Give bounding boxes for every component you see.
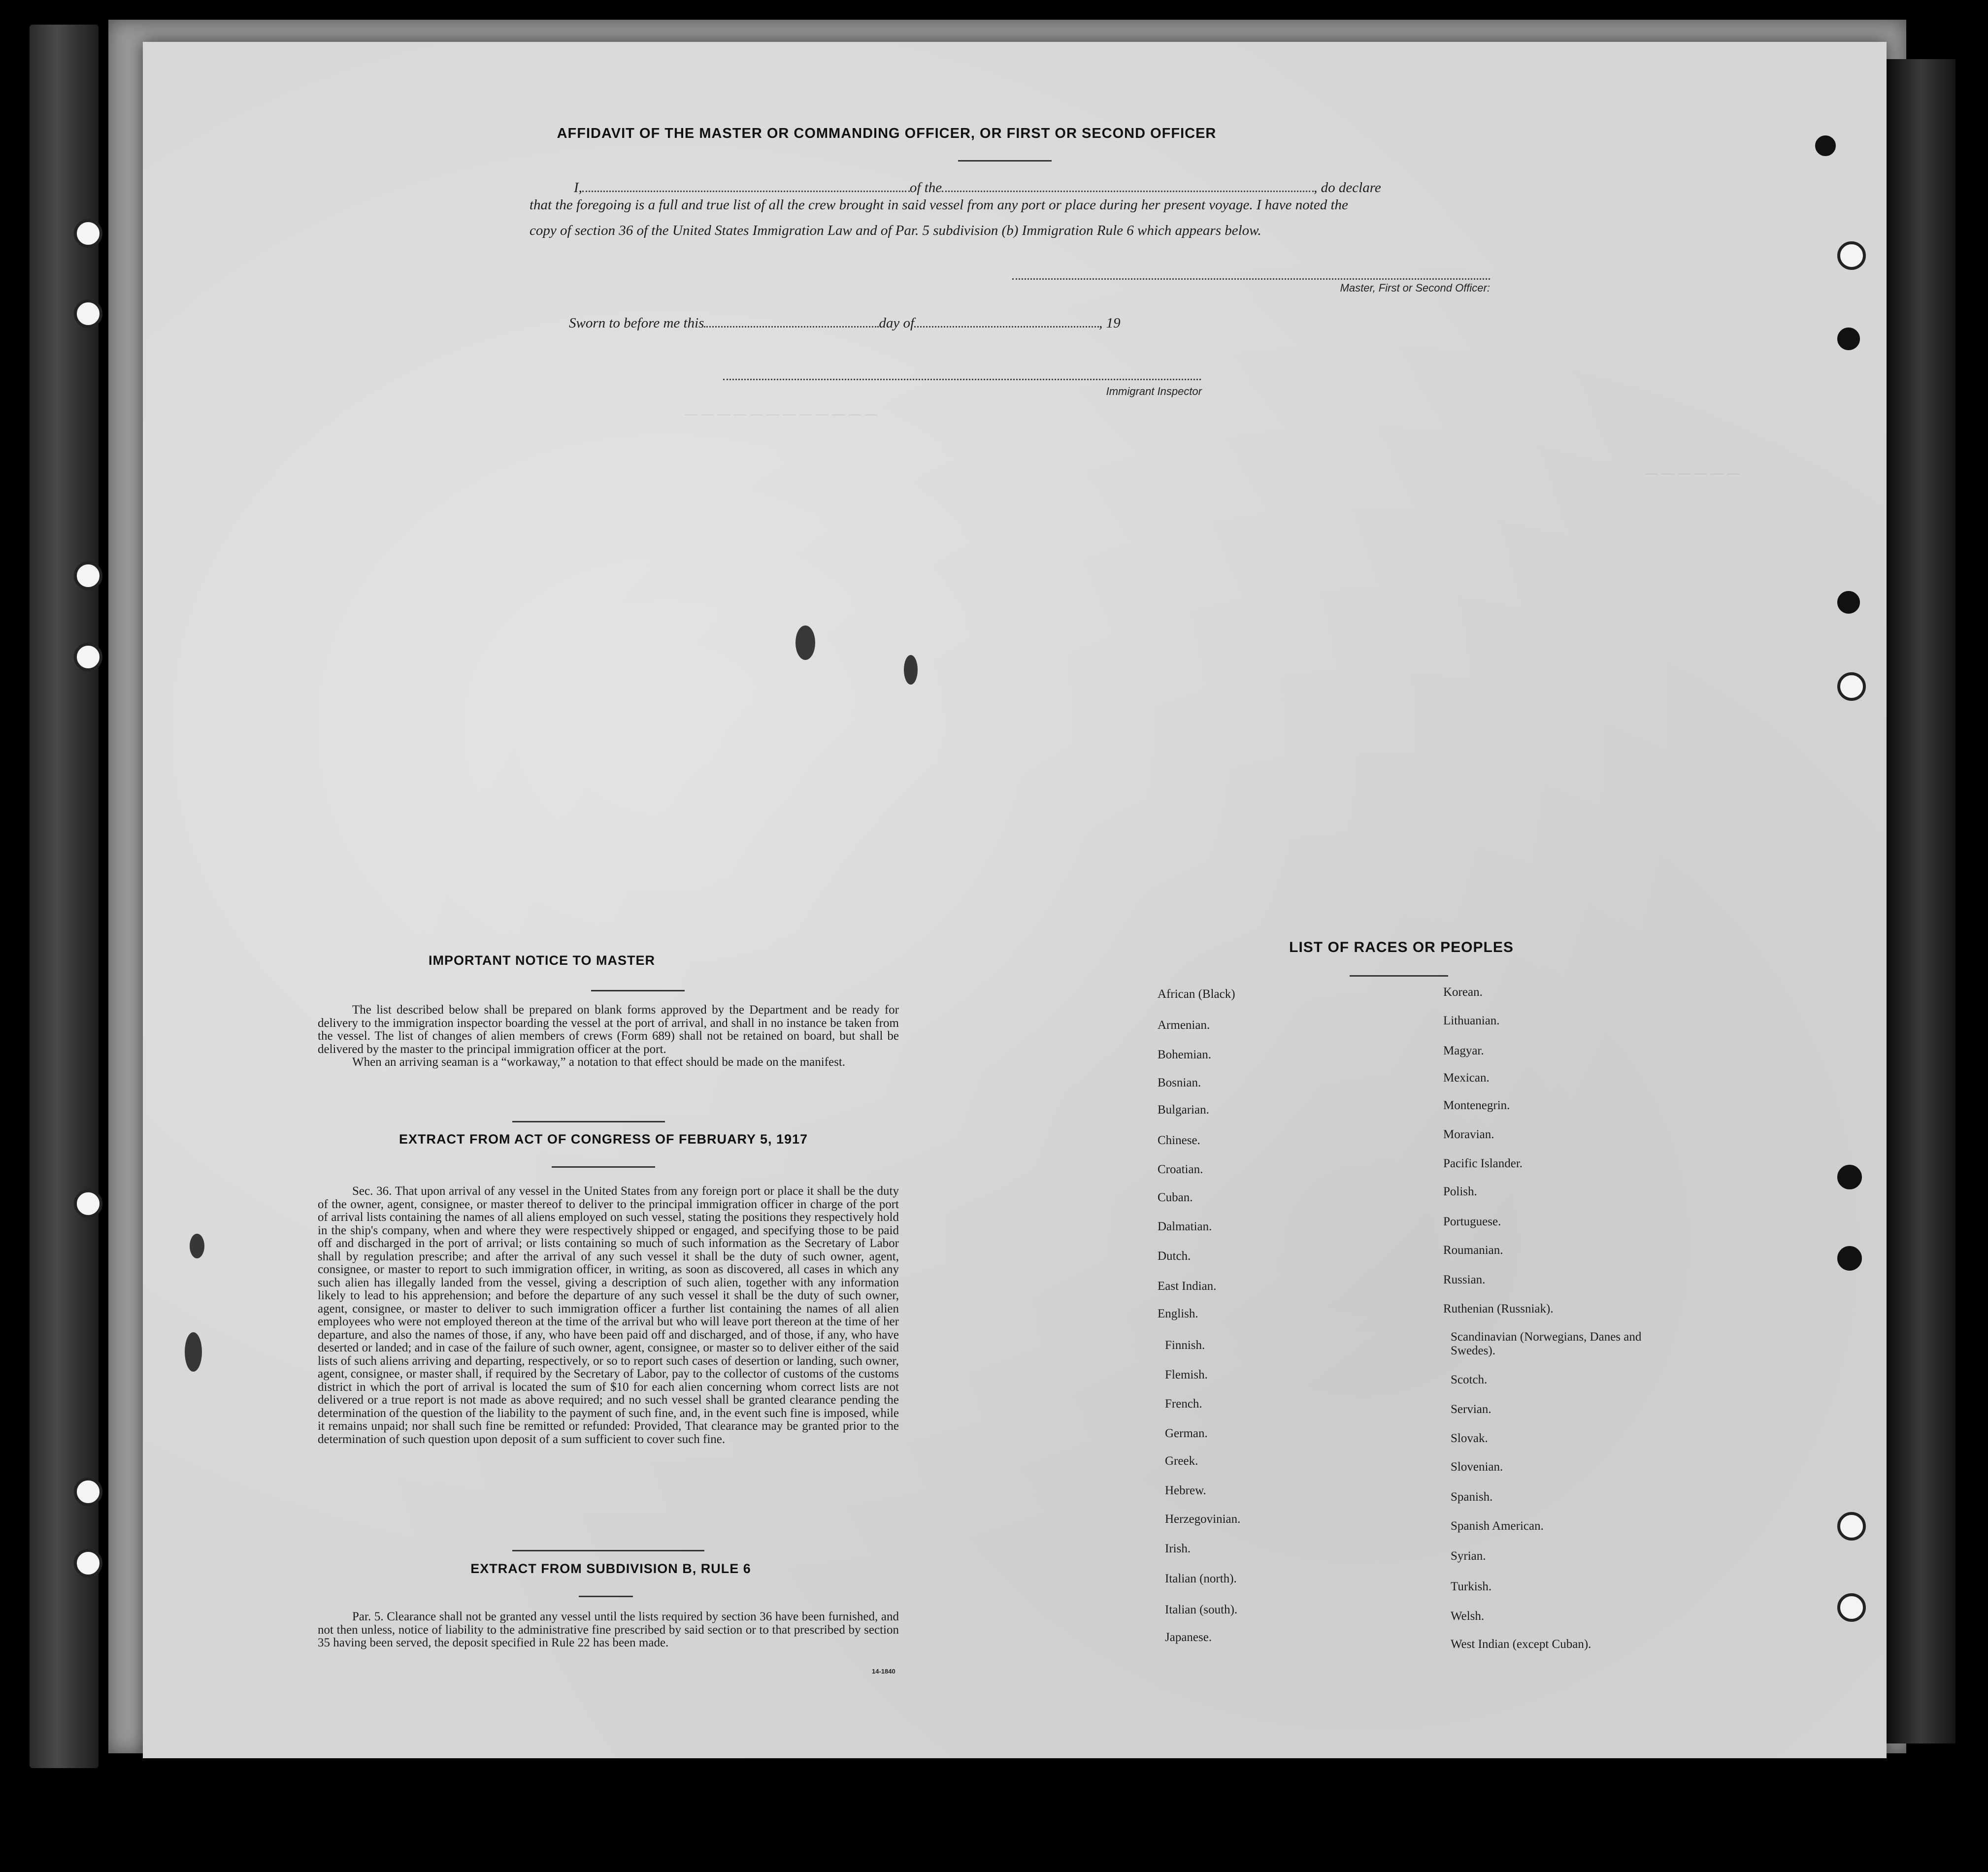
punch-hole: [1837, 1593, 1866, 1622]
rule-par-5: Par. 5. Clearance shall not be granted any vessel until the lists required by section 36 have been furnished, and not then unless, notice of liability to the administrative fine prescribed by said section or to that prescribed by section 35 having been served, the deposit specified in Rule 22 has been made.: [318, 1610, 899, 1649]
document-page: [143, 42, 1887, 1758]
notice-body: [318, 1004, 899, 1069]
binder-hole: [74, 299, 102, 328]
race-item: Korean.: [1443, 985, 1483, 999]
race-item: Chinese.: [1158, 1134, 1200, 1147]
punch-hole: [1837, 328, 1860, 350]
title-rule: [958, 160, 1052, 162]
race-item: French.: [1165, 1397, 1202, 1411]
race-item: Roumanian.: [1443, 1244, 1503, 1257]
race-item: Bulgarian.: [1158, 1103, 1209, 1117]
race-item: Scotch.: [1451, 1373, 1488, 1386]
bleed-through: — — — — — — — — — — — —: [685, 406, 878, 421]
sworn-day-field[interactable]: [704, 314, 879, 328]
race-item: Russian.: [1443, 1273, 1486, 1286]
affidavit-title: AFFIDAVIT OF THE MASTER OR COMMANDING OFFICER, OR FIRST OR SECOND OFFICER: [557, 126, 1217, 141]
race-item: East Indian.: [1158, 1280, 1217, 1293]
act-body: [318, 1185, 899, 1446]
race-item: English.: [1158, 1307, 1198, 1320]
act-top-rule: [512, 1121, 665, 1122]
race-item: Slovak.: [1451, 1432, 1488, 1445]
races-rule: [1350, 975, 1448, 977]
affidavit-line-3: copy of section 36 of the United States Immigration Law and of Par. 5 subdivision (b) Immigration Rule 6 which appears below.: [530, 223, 1261, 238]
ink-smudge: [190, 1234, 204, 1258]
race-item: Lithuanian.: [1443, 1014, 1500, 1027]
do-declare-text: , do declare: [1314, 180, 1381, 196]
punch-hole: [1837, 672, 1866, 701]
declarant-name-field[interactable]: [582, 179, 910, 192]
sworn-line: [569, 314, 1121, 331]
act-rule: [552, 1166, 655, 1168]
race-item: Slovenian.: [1451, 1460, 1503, 1474]
affidavit-line-2: that the foregoing is a full and true list of all the crew brought in said vessel from any port or place during her present voyage. I have noted the: [530, 197, 1348, 213]
ink-smudge: [904, 655, 918, 685]
binder-hole: [74, 1189, 102, 1218]
punch-hole: [1837, 241, 1866, 270]
race-item: Irish.: [1165, 1542, 1191, 1555]
binder-strip-right: [1887, 59, 1955, 1743]
binder-hole: [74, 1478, 102, 1506]
declarant-prefix: I,: [574, 180, 582, 196]
punch-hole: [1837, 1165, 1862, 1189]
race-item: Servian.: [1451, 1403, 1491, 1416]
sworn-prefix: Sworn to before me this: [569, 315, 704, 331]
punch-hole: [1837, 591, 1860, 614]
race-item: Croatian.: [1158, 1163, 1203, 1176]
punch-hole: [1815, 135, 1836, 156]
race-item: Hebrew.: [1165, 1484, 1206, 1497]
race-item: West Indian (except Cuban).: [1451, 1638, 1591, 1651]
ink-smudge: [795, 625, 815, 660]
races-title: LIST OF RACES OR PEOPLES: [1289, 939, 1514, 955]
race-item: Turkish.: [1451, 1580, 1492, 1593]
act-sec-36: Sec. 36. That upon arrival of any vessel in the United States from any foreign port or place it shall be the duty of the owner, agent, consignee, or master thereof to deliver to the principal immigration officer in charge of the port of arrival lists containing the names of all aliens employed on such vessel, stating the positions they respectively hold in the ship's company, when and where they were respectively shipped or engaged, and specifying those to be paid off and discharged in the port of arrival; or lists containing so much of such information as the Secretary of Labor shall by regulation prescribe; and after the arrival of any such vessel it shall be the duty of such owner, agent, consignee, or master to report to such immigration officer, in writing, as soon as discovered, all cases in which any such alien has illegally landed from the vessel, giving a description of such alien, together with any information likely to lead to his apprehension; and before the departure of any such vessel it shall be the duty of such owner, agent, consignee, or master to deliver to such immigration officer a further list containing the names of all alien employees who were not employed thereon at the time of the arrival but who will leave port thereon at the time of her departure, and also the names of those, if any, who have been paid off and discharged, and of those, if any, who have deserted or landed; and in case of the failure of such owner, agent, consignee, or master so to deliver either of the said lists of such aliens arriving and departing, respectively, or so to report such cases of desertion or landing, such owner, agent, consignee, or master shall, if required by the Secretary of Labor, pay to the collector of customs of the customs district in which the port of arrival is located the sum of $10 for each alien concerning whom correct lists are not delivered or a true report is not made as above required; and no such vessel shall be granted clearance pending the determination of the question of the liability to the payment of such fine, and, in the event such fine is imposed, while it remains unpaid; nor shall such fine be remitted or refunded: Provided, That clearance may be granted prior to the determination of such question upon deposit of a sum sufficient to cover such fine.: [318, 1184, 899, 1446]
notice-title: IMPORTANT NOTICE TO MASTER: [429, 953, 655, 968]
notice-para-2: When an arriving seaman is a “workaway,” a notation to that effect should be made on the manifest.: [352, 1055, 846, 1069]
race-item: Welsh.: [1451, 1609, 1485, 1623]
binder-hole: [74, 561, 102, 590]
race-item: Magyar.: [1443, 1044, 1484, 1057]
race-item: Scandinavian (Norwegians, Danes and Swedes).: [1451, 1330, 1642, 1357]
inspector-caption: Immigrant Inspector: [1106, 385, 1202, 397]
race-item: Japanese.: [1165, 1631, 1212, 1644]
punch-hole: [1837, 1246, 1862, 1271]
race-item: Spanish American.: [1451, 1519, 1544, 1533]
race-item: Moravian.: [1443, 1128, 1494, 1141]
race-item: Italian (south).: [1165, 1603, 1238, 1616]
race-item: Dalmatian.: [1158, 1220, 1212, 1233]
binder-hole: [74, 1549, 102, 1577]
race-item: Ruthenian (Russniak).: [1443, 1302, 1554, 1315]
ink-smudge: [185, 1332, 202, 1372]
vessel-name-field[interactable]: [942, 179, 1314, 192]
master-signature-line[interactable]: [1012, 278, 1490, 280]
affidavit-line-1: [574, 179, 1381, 196]
race-item: Bosnian.: [1158, 1076, 1201, 1089]
race-item: Greek.: [1165, 1454, 1198, 1468]
race-item: Portuguese.: [1443, 1215, 1501, 1228]
binder-hole: [74, 219, 102, 248]
race-item: German.: [1165, 1427, 1208, 1440]
race-item: Dutch.: [1158, 1249, 1191, 1263]
of-the-text: of the: [909, 180, 942, 196]
notice-para-1: The list described below shall be prepared on blank forms approved by the Department and be ready for delivery to the immigration inspector boarding the vessel at the port of arrival, and shall in no instance be taken from the vessel. The list of changes of alien members of crews (Form 689) shall not be retained on board, but shall be delivered by the master to the principal immigration officer at the port.: [318, 1003, 899, 1056]
rule-rule: [579, 1596, 633, 1597]
binder-strip-left: [30, 25, 99, 1768]
race-item: African (Black): [1158, 987, 1235, 1001]
race-item: Armenian.: [1158, 1018, 1210, 1032]
race-item: Italian (north).: [1165, 1572, 1237, 1585]
rule-title: EXTRACT FROM SUBDIVISION B, RULE 6: [470, 1561, 751, 1576]
race-item: Montenegrin.: [1443, 1099, 1510, 1112]
punch-hole: [1837, 1512, 1866, 1541]
race-item: Finnish.: [1165, 1339, 1205, 1352]
race-item: Pacific Islander.: [1443, 1157, 1523, 1170]
rule-top-rule: [512, 1550, 704, 1551]
year-prefix-text: , 19: [1099, 315, 1121, 331]
inspector-signature-line[interactable]: [723, 379, 1201, 380]
binder-hole: [74, 643, 102, 671]
race-item: Mexican.: [1443, 1071, 1490, 1084]
sworn-month-field[interactable]: [914, 314, 1099, 328]
rule-body: [318, 1610, 899, 1650]
act-title: EXTRACT FROM ACT OF CONGRESS OF FEBRUARY 5, 1917: [398, 1132, 808, 1147]
race-item: Spanish.: [1451, 1490, 1493, 1504]
notice-rule: [591, 990, 685, 991]
master-caption: Master, First or Second Officer:: [1340, 282, 1490, 294]
bleed-through: — — — — — —: [1645, 465, 1740, 480]
race-item: Cuban.: [1158, 1191, 1193, 1204]
race-item: Syrian.: [1451, 1549, 1486, 1563]
day-of-text: day of: [879, 315, 915, 331]
race-item: Bohemian.: [1158, 1048, 1212, 1061]
race-item: Polish.: [1443, 1185, 1477, 1198]
form-number: 14-1840: [872, 1668, 895, 1675]
race-item: Flemish.: [1165, 1368, 1208, 1381]
race-item: Herzegovinian.: [1165, 1512, 1241, 1526]
